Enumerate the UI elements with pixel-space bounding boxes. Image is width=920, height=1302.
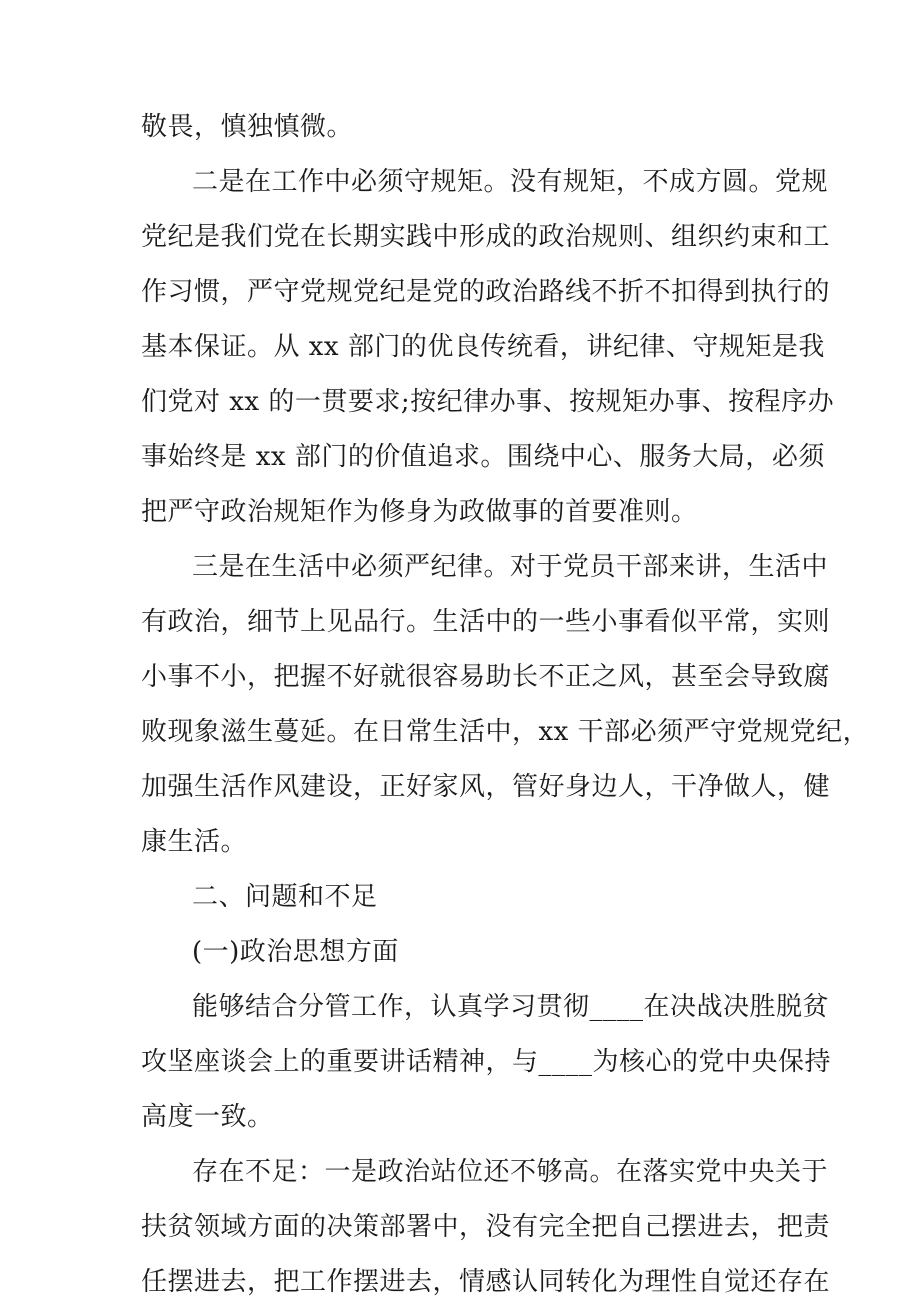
text-line: 作习惯，严守党规党纪是党的政治路线不折不扣得到执行的: [141, 277, 831, 307]
text-line: 有政治，细节上见品行。生活中的一些小事看似平常，实则: [141, 607, 831, 637]
text-line: 们党对 xx 的一贯要求;按纪律办事、按规矩办事、按程序办: [141, 387, 835, 417]
text-line: 败现象滋生蔓延。在日常生活中，xx 干部必须严守党规党纪，: [141, 717, 870, 747]
section-heading: 二、问题和不足: [192, 882, 378, 912]
text-line: 把严守政治规矩作为修身为政做事的首要准则。: [141, 497, 698, 527]
paragraph-first-line: 二是在工作中必须守规矩。没有规矩，不成方圆。党规: [192, 167, 829, 197]
paragraph-first-line: 三是在生活中必须严纪律。对于党员干部来讲，生活中: [192, 552, 829, 582]
text-line: 扶贫领域方面的决策部署中，没有完全把自己摆进去，把责: [141, 1212, 831, 1242]
text-line: 加强生活作风建设，正好家风，管好身边人，干净做人，健: [141, 772, 831, 802]
paragraph-first-line: 存在不足：一是政治站位还不够高。在落实党中央关于: [192, 1157, 829, 1187]
subsection-heading: (一)政治思想方面: [192, 937, 399, 967]
text-line: 党纪是我们党在长期实践中形成的政治规则、组织约束和工: [141, 222, 831, 252]
text-line: 攻坚座谈会上的重要讲话精神，与____为核心的党中央保持: [141, 1047, 832, 1077]
text-line: 基本保证。从 xx 部门的优良传统看，讲纪律、守规矩是我: [141, 332, 825, 362]
text-line: 事始终是 xx 部门的价值追求。围绕中心、服务大局，必须: [141, 442, 825, 472]
text-line: 康生活。: [141, 827, 248, 857]
text-line: 敬畏，慎独慎微。: [141, 112, 354, 142]
paragraph-first-line: 能够结合分管工作，认真学习贯彻____在决战决胜脱贫: [192, 992, 830, 1022]
text-line: 任摆进去，把工作摆进去，情感认同转化为理性自觉还存在: [141, 1267, 831, 1297]
text-line: 高度一致。: [141, 1102, 274, 1132]
text-line: 小事不小，把握不好就很容易助长不正之风，甚至会导致腐: [141, 662, 831, 692]
